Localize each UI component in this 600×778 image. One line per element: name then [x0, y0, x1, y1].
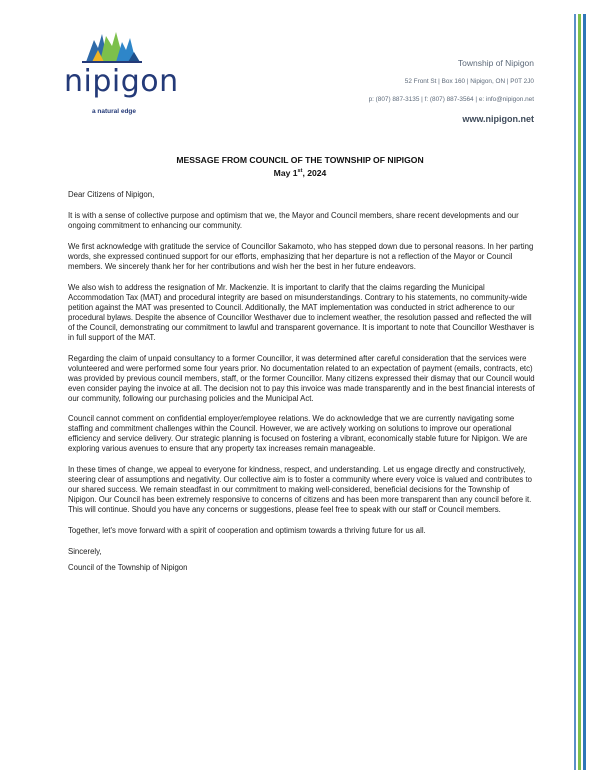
- landscape-mark-icon: [72, 30, 152, 64]
- mailing-address: 52 Front St | Box 160 | Nipigon, ON | P0T 2J0: [404, 78, 534, 85]
- date-year: , 2024: [302, 168, 327, 178]
- closing: Sincerely,: [68, 547, 102, 557]
- letter-title: MESSAGE FROM COUNCIL OF THE TOWNSHIP OF NIPIGON: [176, 155, 424, 165]
- date-month-day: May 1: [273, 168, 298, 178]
- decorative-stripe-green: [578, 14, 581, 770]
- organization-name: Township of Nipigon: [457, 58, 534, 68]
- paragraph: We also wish to address the resignation of Mr. Mackenzie. It is important to clarify that the claims regarding the Municipal Accommodation Tax (MAT) and procedural integrity are based on misunderstandings. Contrary to his statements, no community-wide petition against the MAT was presented to Council. Additionally, the MAT implementation was conducted in strict adherence to our procedural bylaws. Despite the absence of Councillor Westhaver due to inclement weather, the resolution passed and reflected the will of the Council, demonstrating our commitment to lawful and transparent governance. It is important to note that Councillor Westhaver is in full support of the MAT.: [68, 282, 535, 342]
- logo-tagline: a natural edge: [91, 108, 137, 115]
- letter-body: [68, 190, 538, 579]
- decorative-stripe-blue: [583, 14, 586, 770]
- paragraph: Together, let's move forward with a spirit of cooperation and optimism towards a thriving future for us all.: [68, 526, 426, 536]
- phone-fax-email: p: (807) 887-3135 | f: (807) 887-3564 | e: info@nipigon.net: [368, 96, 534, 103]
- website-link[interactable]: www.nipigon.net: [462, 114, 534, 124]
- logo-wordmark: nipigon: [64, 64, 179, 99]
- paragraph: Regarding the claim of unpaid consultancy to a former Councillor, it was determined after careful consideration that the services were volunteered and were performed some four years prior. No documentation related to an expectation of payment (emails, contracts, etc) was provided by previous council members, staff, or the former Councillor. Many citizens expressed their dismay that our Council would even consider paying the invoice at all. The decision not to pay this invoice was made transparently and in the best financial interests of our community, following our purchasing policies and the Municipal Act.: [68, 353, 535, 403]
- date-ordinal: st: [297, 168, 303, 175]
- paragraph: Council cannot comment on confidential employer/employee relations. We do acknowledge that we are currently navigating some staffing and commitment challenges within the Council. However, we are actively working on solutions to improve our operational efficiency and service delivery. Our strategic planning is focused on fostering a vibrant, economically stable future for Nipigon. We are exploring various avenues to ensure that any property tax increases remain manageable.: [68, 414, 528, 454]
- nipigon-logo: [64, 30, 179, 130]
- paragraph: It is with a sense of collective purpose and optimism that we, the Mayor and Council members, share recent developments and our ongoing commitment to enhancing our community.: [68, 210, 519, 230]
- letter-date: [0, 168, 600, 178]
- salutation: Dear Citizens of Nipigon,: [68, 190, 155, 199]
- letterhead-contact: [369, 58, 534, 124]
- signature-block: [68, 547, 538, 573]
- paragraph: We first acknowledge with gratitude the service of Councillor Sakamoto, who has stepped down due to personal reasons. In her parting words, she expressed continued support for our efforts, emphasizing that her departure is not a reflection of the Mayor or Council members. We sincerely thank her for her contributions and wish her the best in her future endeavors.: [68, 241, 534, 271]
- paragraph: In these times of change, we appeal to everyone for kindness, respect, and understanding. Let us engage directly and constructively, steering clear of assumptions and negativity. Our collective aim is to foster a community where every voice is valued and contributes to our shared success. We remain steadfast in our commitment to making well-considered, beneficial decisions for the Township of Nipigon. Our Council has been extremely responsive to concerns of citizens and has been more transparent than any council before it. This will continue. Should you have any concerns or suggestions, please feel free to speak with our staff or Council members.: [68, 465, 532, 515]
- decorative-stripe-light-blue: [574, 14, 576, 770]
- signatory: Council of the Township of Nipigon: [68, 563, 188, 573]
